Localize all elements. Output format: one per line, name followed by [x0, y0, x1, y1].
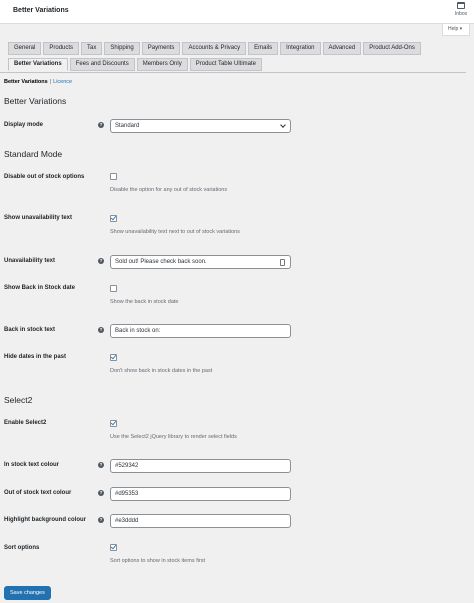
tab-tax[interactable]: Tax [81, 42, 102, 55]
highlight-background-colour-input[interactable] [110, 514, 291, 528]
tab-shipping[interactable]: Shipping [104, 42, 139, 55]
sub-navigation [4, 79, 72, 85]
section-heading-select2: Select2 [4, 395, 33, 405]
help-tip-icon[interactable]: ? [99, 122, 103, 127]
inbox-icon [457, 2, 465, 9]
chevron-down-icon [280, 122, 286, 128]
tab-better-variations[interactable]: Better Variations [8, 58, 68, 71]
subnav-current: Better Variations [4, 79, 48, 85]
subnav-separator: | [49, 79, 52, 85]
tab-advanced[interactable]: Advanced [323, 42, 362, 55]
tab-integration[interactable]: Integration [280, 42, 320, 55]
disable-oos-checkbox[interactable] [110, 173, 117, 180]
tab-row-2 [8, 58, 468, 71]
show-unavailability-label: Show unavailability text [4, 215, 73, 221]
back-in-stock-text-input[interactable] [110, 324, 291, 338]
disable-oos-description: Disable the option for any out of stock variations [110, 187, 228, 193]
unavailability-text-label: Unavailability text [4, 258, 56, 264]
section-heading-standard-mode: Standard Mode [4, 149, 63, 159]
sort-options-checkbox[interactable] [110, 544, 117, 551]
disable-oos-label: Disable out of stock options [4, 174, 85, 180]
show-unavailability-description: Show unavailability text next to out of stock variations [110, 229, 240, 235]
tab-members-only[interactable]: Members Only [137, 58, 188, 71]
subnav-licence-link[interactable]: Licence [53, 79, 73, 85]
hide-past-dates-label: Hide dates in the past [4, 354, 67, 360]
tab-product-table-ultimate[interactable]: Product Table Ultimate [190, 58, 262, 71]
help-tip-icon[interactable]: ? [99, 258, 103, 263]
checkmark-icon [111, 354, 117, 360]
show-back-in-stock-date-label: Show Back in Stock date [4, 285, 76, 291]
tab-products[interactable]: Products [43, 42, 79, 55]
hide-past-dates-checkbox[interactable] [110, 354, 117, 361]
tab-payments[interactable]: Payments [142, 42, 181, 55]
out-of-stock-colour-input[interactable] [110, 487, 291, 501]
tab-row-1 [8, 42, 468, 55]
in-stock-colour-value: #529342 [115, 463, 139, 469]
show-back-in-stock-date-checkbox[interactable] [110, 285, 117, 292]
back-in-stock-text-value: Back in stock on: [115, 328, 161, 334]
enable-select2-label: Enable Select2 [4, 420, 47, 426]
display-mode-label: Display mode [4, 122, 44, 128]
in-stock-colour-label: In stock text colour [4, 462, 60, 468]
help-tip-icon[interactable]: ? [99, 490, 103, 495]
display-mode-select[interactable] [110, 119, 291, 133]
top-bar [0, 0, 474, 24]
highlight-background-colour-label: Highlight background colour [4, 517, 86, 523]
app-title: Better Variations [13, 7, 69, 14]
tab-general[interactable]: General [8, 42, 41, 55]
show-back-in-stock-date-description: Show the back in stock date [110, 299, 179, 305]
tab-emails[interactable]: Emails [248, 42, 278, 55]
back-in-stock-text-label: Back in stock text [4, 327, 56, 333]
inbox-label: Inbox [454, 11, 468, 17]
checkmark-icon [111, 420, 117, 426]
show-unavailability-checkbox[interactable] [110, 215, 117, 222]
help-tab-button[interactable]: Help ▾ [442, 24, 470, 36]
section-heading-better-variations: Better Variations [4, 96, 67, 106]
enable-select2-description: Use the Select2 jQuery library to render select fields [110, 434, 237, 440]
tab-accounts-privacy[interactable]: Accounts & Privacy [182, 42, 246, 55]
checkmark-icon [111, 544, 117, 550]
tab-fees-and-discounts[interactable]: Fees and Discounts [70, 58, 135, 71]
help-tip-icon[interactable]: ? [99, 327, 103, 332]
help-tip-icon[interactable]: ? [99, 517, 103, 522]
unavailability-text-value: Sold out! Please check back soon. [115, 259, 207, 265]
inbox-button[interactable] [453, 2, 469, 17]
help-tip-icon[interactable]: ? [99, 462, 103, 467]
enable-select2-checkbox[interactable] [110, 420, 117, 427]
in-stock-colour-input[interactable] [110, 459, 291, 473]
clipboard-icon [280, 259, 285, 266]
tabs-divider [0, 72, 466, 73]
display-mode-value: Standard [115, 123, 140, 129]
unavailability-text-input[interactable] [110, 255, 291, 269]
out-of-stock-colour-label: Out of stock text colour [4, 490, 72, 496]
sort-options-description: Sort options to show in stock items first [110, 558, 206, 564]
checkmark-icon [111, 215, 117, 221]
out-of-stock-colour-value: #d95353 [115, 491, 139, 497]
tab-product-add-ons[interactable]: Product Add-Ons [363, 42, 421, 55]
settings-tabs [8, 42, 468, 74]
highlight-background-colour-value: #e3dddd [115, 518, 139, 524]
save-changes-button[interactable]: Save changes [4, 586, 51, 600]
hide-past-dates-description: Don't show back in stock dates in the past [110, 368, 213, 374]
sort-options-label: Sort options [4, 545, 40, 551]
